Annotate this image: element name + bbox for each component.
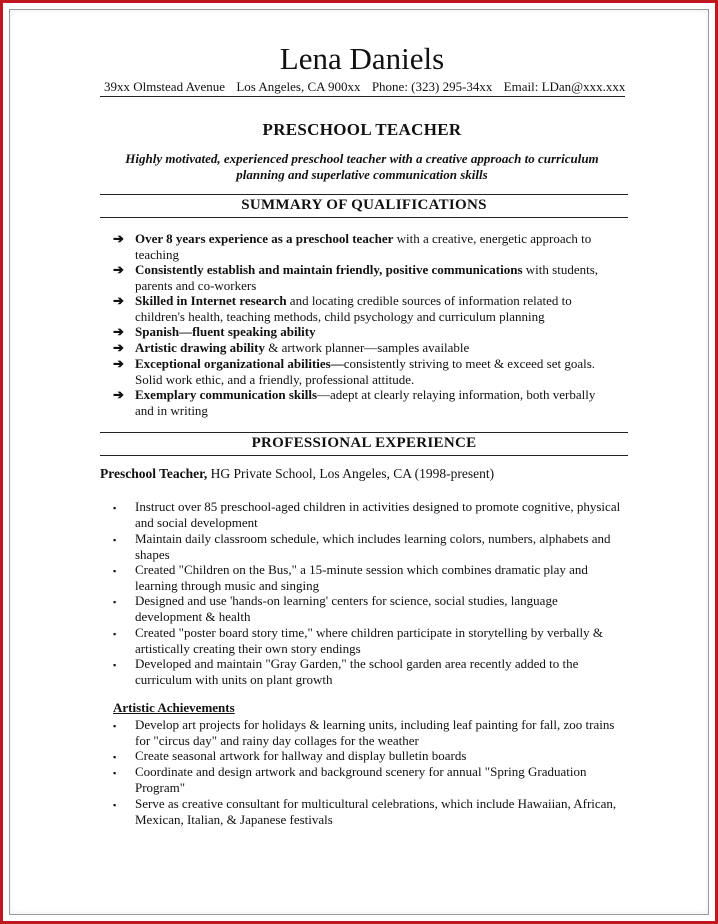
summary-item-rest: —adept at clearly relaying information, both verbally (317, 387, 596, 402)
tagline-line-2: planning and superlative communication skills (236, 167, 488, 182)
summary-item-continuation: teaching (135, 246, 180, 262)
summary-item-line (135, 262, 598, 278)
summary-item (113, 293, 633, 324)
summary-heading: SUMMARY OF QUALIFICATIONS (241, 197, 487, 213)
square-bullet-icon: ▪ (113, 566, 117, 576)
summary-item-bold: Skilled in Internet research (135, 293, 287, 308)
summary-item-line (135, 340, 469, 356)
duty-item-line: Developed and maintain "Gray Garden," the school garden area recently added to the (135, 656, 579, 671)
summary-rule-bottom (100, 217, 628, 218)
summary-item-line (135, 231, 591, 247)
duty-item-continuation: artistically creating their own story endings (135, 640, 361, 656)
achievement-item-continuation: Mexican, Italian, & Japanese festivals (135, 811, 333, 827)
square-bullet-icon: ▪ (113, 721, 117, 731)
summary-item (113, 324, 633, 340)
summary-item-rest: with a creative, energetic approach to (393, 231, 592, 246)
arrow-icon: ➔ (113, 262, 124, 277)
summary-rule-top (100, 194, 628, 195)
tagline-line-1: Highly motivated, experienced preschool teacher with a creative approach to curriculum (125, 151, 599, 166)
arrow-icon: ➔ (113, 356, 124, 371)
duty-item-line: Created "poster board story time," where children participate in storytelling by verbally & (135, 625, 603, 640)
achievement-item-line: Create seasonal artwork for hallway and display bulletin boards (135, 748, 467, 763)
square-bullet-icon: ▪ (113, 768, 117, 778)
arrow-icon: ➔ (113, 231, 124, 246)
duty-item-continuation: learning through music and singing (135, 577, 320, 593)
achievement-item-continuation: Program" (135, 779, 186, 795)
job-detail: HG Private School, Los Angeles, CA (1998-present) (207, 466, 495, 481)
arrow-icon: ➔ (113, 324, 124, 339)
summary-item-line (135, 356, 595, 372)
job-role: Preschool Teacher, (100, 466, 208, 481)
duty-item-continuation: shapes (135, 546, 170, 562)
achievement-item-line: Serve as creative consultant for multicultural celebrations, which include Hawaiian, African, (135, 796, 617, 811)
phone: Phone: (323) 295-34xx (371, 79, 493, 94)
email: Email: LDan@xxx.xxx (503, 79, 626, 94)
summary-item (113, 231, 633, 262)
arrow-icon: ➔ (113, 387, 124, 402)
summary-item (113, 387, 633, 418)
square-bullet-icon: ▪ (113, 660, 117, 670)
experience-rule-bottom (100, 455, 628, 456)
duty-item-continuation: development & health (135, 608, 251, 624)
summary-item-bold: Exemplary communication skills (135, 387, 318, 402)
summary-item-bold: Artistic drawing ability (135, 340, 265, 355)
summary-item-rest: with students, (522, 262, 599, 277)
summary-item-continuation: parents and co-workers (135, 277, 257, 293)
candidate-name: Lena Daniels (279, 41, 445, 76)
duty-item-line: Instruct over 85 preschool-aged children in activities designed to promote cognitive, physical (135, 499, 621, 514)
duty-item-line: Designed and use 'hands-on learning' centers for science, social studies, language (135, 593, 558, 608)
achievement-item-line: Coordinate and design artwork and background scenery for annual "Spring Graduation (135, 764, 587, 779)
summary-item-bold: Consistently establish and maintain friendly, positive communications (135, 262, 523, 277)
arrow-icon: ➔ (113, 293, 124, 308)
square-bullet-icon: ▪ (113, 597, 117, 607)
summary-item-bold: Exceptional organizational abilities— (135, 356, 344, 371)
arrow-icon: ➔ (113, 340, 124, 355)
city: Los Angeles, CA 900xx (236, 79, 361, 94)
contact-line (100, 79, 625, 95)
experience-heading: PROFESSIONAL EXPERIENCE (251, 435, 477, 451)
square-bullet-icon: ▪ (113, 535, 117, 545)
achievement-item-line: Develop art projects for holidays & learning units, including leaf painting for fall, zoo trains (135, 717, 615, 732)
summary-item-bold: Over 8 years experience as a preschool teacher (135, 231, 394, 246)
duty-item-continuation: curriculum with units on plant growth (135, 671, 333, 687)
tagline (98, 151, 626, 183)
summary-item-line (135, 324, 316, 340)
achievements-heading: Artistic Achievements (113, 700, 235, 715)
summary-item (113, 262, 633, 293)
duty-item-line: Maintain daily classroom schedule, which includes learning colors, numbers, alphabets and (135, 531, 611, 546)
square-bullet-icon: ▪ (113, 503, 117, 513)
duty-item-line: Created "Children on the Bus," a 15-minute session which combines dramatic play and (135, 562, 588, 577)
summary-item-bold: Spanish—fluent speaking ability (135, 324, 316, 339)
summary-item-rest: consistently striving to meet & exceed set goals. (343, 356, 596, 371)
summary-item-rest: & artwork planner—samples available (265, 340, 470, 355)
job-entry (100, 466, 494, 482)
summary-item (113, 340, 633, 356)
square-bullet-icon: ▪ (113, 752, 117, 762)
header-rule (100, 96, 625, 97)
summary-item-line (135, 387, 595, 403)
achievement-item-continuation: for "circus day" and rainy day collages for the weather (135, 732, 419, 748)
experience-rule-top (100, 432, 628, 433)
summary-item-continuation: and in writing (135, 402, 208, 418)
summary-item-continuation: Solid work ethic, and a friendly, professional attitude. (135, 371, 415, 387)
summary-item-rest: and locating credible sources of information related to (286, 293, 572, 308)
job-title: PRESCHOOL TEACHER (262, 120, 462, 139)
summary-item (113, 356, 633, 387)
duty-item-continuation: and social development (135, 514, 258, 530)
square-bullet-icon: ▪ (113, 800, 117, 810)
address: 39xx Olmstead Avenue (104, 79, 226, 94)
summary-item-continuation: children's health, teaching methods, child psychology and curriculum planning (135, 308, 545, 324)
square-bullet-icon: ▪ (113, 629, 117, 639)
summary-item-line (135, 293, 572, 309)
